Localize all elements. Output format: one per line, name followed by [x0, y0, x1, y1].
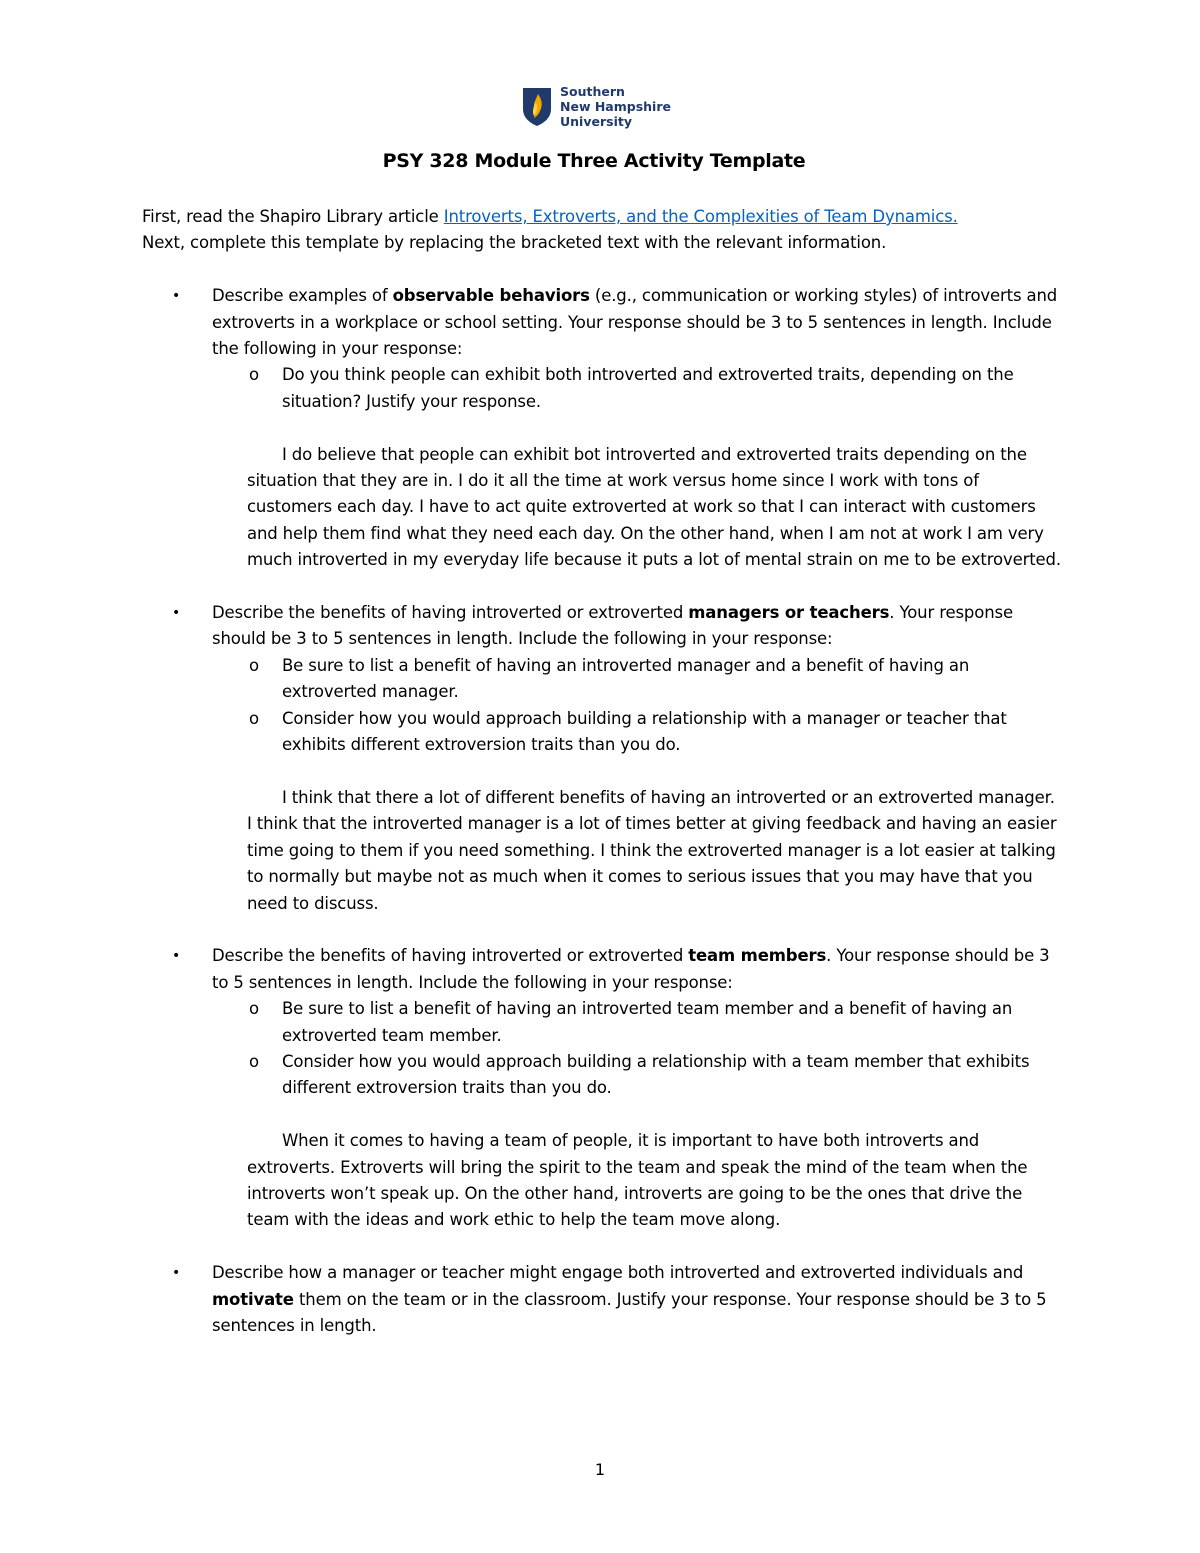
- sub-prompt: [142, 706, 1062, 759]
- prompt-text-before: Describe how a manager or teacher might engage both introverted and extroverted individuals and: [212, 1263, 1024, 1283]
- sub-prompt-text: Do you think people can exhibit both introverted and extroverted traits, depending on the situation? Justify your response.: [282, 365, 1014, 411]
- prompt-keyword: managers or teachers: [688, 603, 890, 623]
- logo-wordmark: [560, 84, 671, 129]
- student-response: I do believe that people can exhibit bot introverted and extroverted traits depending on the situation that they are in. I do it all the time at work versus home since I work with tons of customers each day. I have to act quite extroverted at work so that I can interact with customers and help them find what they need each day. On the other hand, when I am not at work I am very much introverted in my everyday life because it puts a lot of mental strain on me to be extroverted.: [247, 444, 1061, 570]
- prompt-bullet: [142, 1260, 1062, 1339]
- prompt-text-before: Describe the benefits of having introverted or extroverted: [212, 603, 689, 623]
- bullet-icon: •: [172, 288, 181, 305]
- sub-prompt-text: Consider how you would approach building a relationship with a manager or teacher that exhibits different extroversion traits than you do.: [282, 708, 1007, 755]
- student-response: I think that there a lot of different benefits of having an introverted or an extroverted manager. I think that the introverted manager is a lot of times better at giving feedback and having an easier time going to them if you need something. I think the extroverted manager is a lot easier at talking to normally but maybe not as much when it comes to serious issues that you may have that you need to discuss.: [247, 787, 1057, 913]
- prompt-bullet: [142, 600, 1062, 653]
- sub-bullet-icon: o: [249, 655, 259, 675]
- prompt-keyword: team members: [688, 946, 827, 966]
- logo-line-3: University: [560, 114, 632, 129]
- prompt-section: [142, 283, 1062, 573]
- prompt-keyword: motivate: [212, 1289, 294, 1309]
- prompt-text-after: . Your response should be 3 to 5 sentences in length. Include the following in your response:: [212, 603, 1013, 649]
- sub-prompt-text: Be sure to list a benefit of having an introverted team member and a benefit of having an extroverted team member.: [282, 999, 1013, 1045]
- prompt-bullet: [142, 943, 1062, 996]
- sub-bullet-icon: o: [249, 365, 259, 385]
- bullet-icon: •: [172, 1265, 181, 1282]
- prompt-keyword: observable behaviors: [392, 286, 590, 306]
- sub-bullet-icon: o: [249, 708, 259, 728]
- university-logo: [522, 84, 671, 129]
- prompt-text-after: . Your response should be 3 to 5 sentences in length. Include the following in your response:: [212, 946, 1050, 992]
- sub-prompt: [142, 653, 1062, 706]
- prompt-text-before: Describe examples of: [212, 286, 393, 306]
- sub-prompt: [142, 362, 1062, 415]
- logo-line-2: New Hampshire: [560, 99, 671, 114]
- intro-prefix: First, read the Shapiro Library article: [142, 207, 444, 226]
- prompt-bullet: [142, 283, 1062, 362]
- sub-prompt-text: Be sure to list a benefit of having an introverted manager and a benefit of having an extroverted manager.: [282, 655, 970, 702]
- bullet-icon: •: [172, 948, 181, 965]
- document-title: PSY 328 Module Three Activity Template: [382, 150, 806, 172]
- intro-paragraph: [142, 204, 1062, 257]
- student-response: When it comes to having a team of people, it is important to have both introverts and extroverts. Extroverts will bring the spirit to the team and speak the mind of the team when the introverts won’t speak up. On the other hand, introverts are going to be the ones that drive the team with the ideas and work ethic to help the team move along.: [247, 1131, 1028, 1230]
- shield-flame-icon: [522, 87, 552, 127]
- intro-line-2: Next, complete this template by replacing the bracketed text with the relevant information.: [142, 233, 887, 253]
- prompt-text-after: them on the team or in the classroom. Justify your response. Your response should be 3 to 5 sentences in length.: [212, 1289, 1047, 1335]
- prompt-section: [142, 600, 1062, 917]
- sub-prompt: [142, 1049, 1062, 1102]
- document-body: [142, 204, 1062, 1339]
- logo-line-1: Southern: [560, 84, 625, 99]
- page-number: 1: [594, 1460, 606, 1479]
- bullet-icon: •: [172, 605, 181, 622]
- intro-line-1: [142, 204, 1062, 230]
- prompt-text-before: Describe the benefits of having introverted or extroverted: [212, 946, 689, 966]
- prompt-text-after: (e.g., communication or working styles) of introverts and extroverts in a workplace or school setting. Your response should be 3 to 5 sentences in length. Include the following in your response:: [212, 286, 1058, 359]
- sub-prompt: [142, 996, 1062, 1049]
- prompt-section: [142, 943, 1062, 1233]
- prompt-section: [142, 1260, 1062, 1339]
- sub-bullet-icon: o: [249, 1051, 259, 1071]
- sub-bullet-icon: o: [249, 999, 259, 1019]
- article-link[interactable]: Introverts, Extroverts, and the Complexities of Team Dynamics.: [443, 207, 958, 226]
- sub-prompt-text: Consider how you would approach building a relationship with a team member that exhibits different extroversion traits than you do.: [282, 1051, 1030, 1098]
